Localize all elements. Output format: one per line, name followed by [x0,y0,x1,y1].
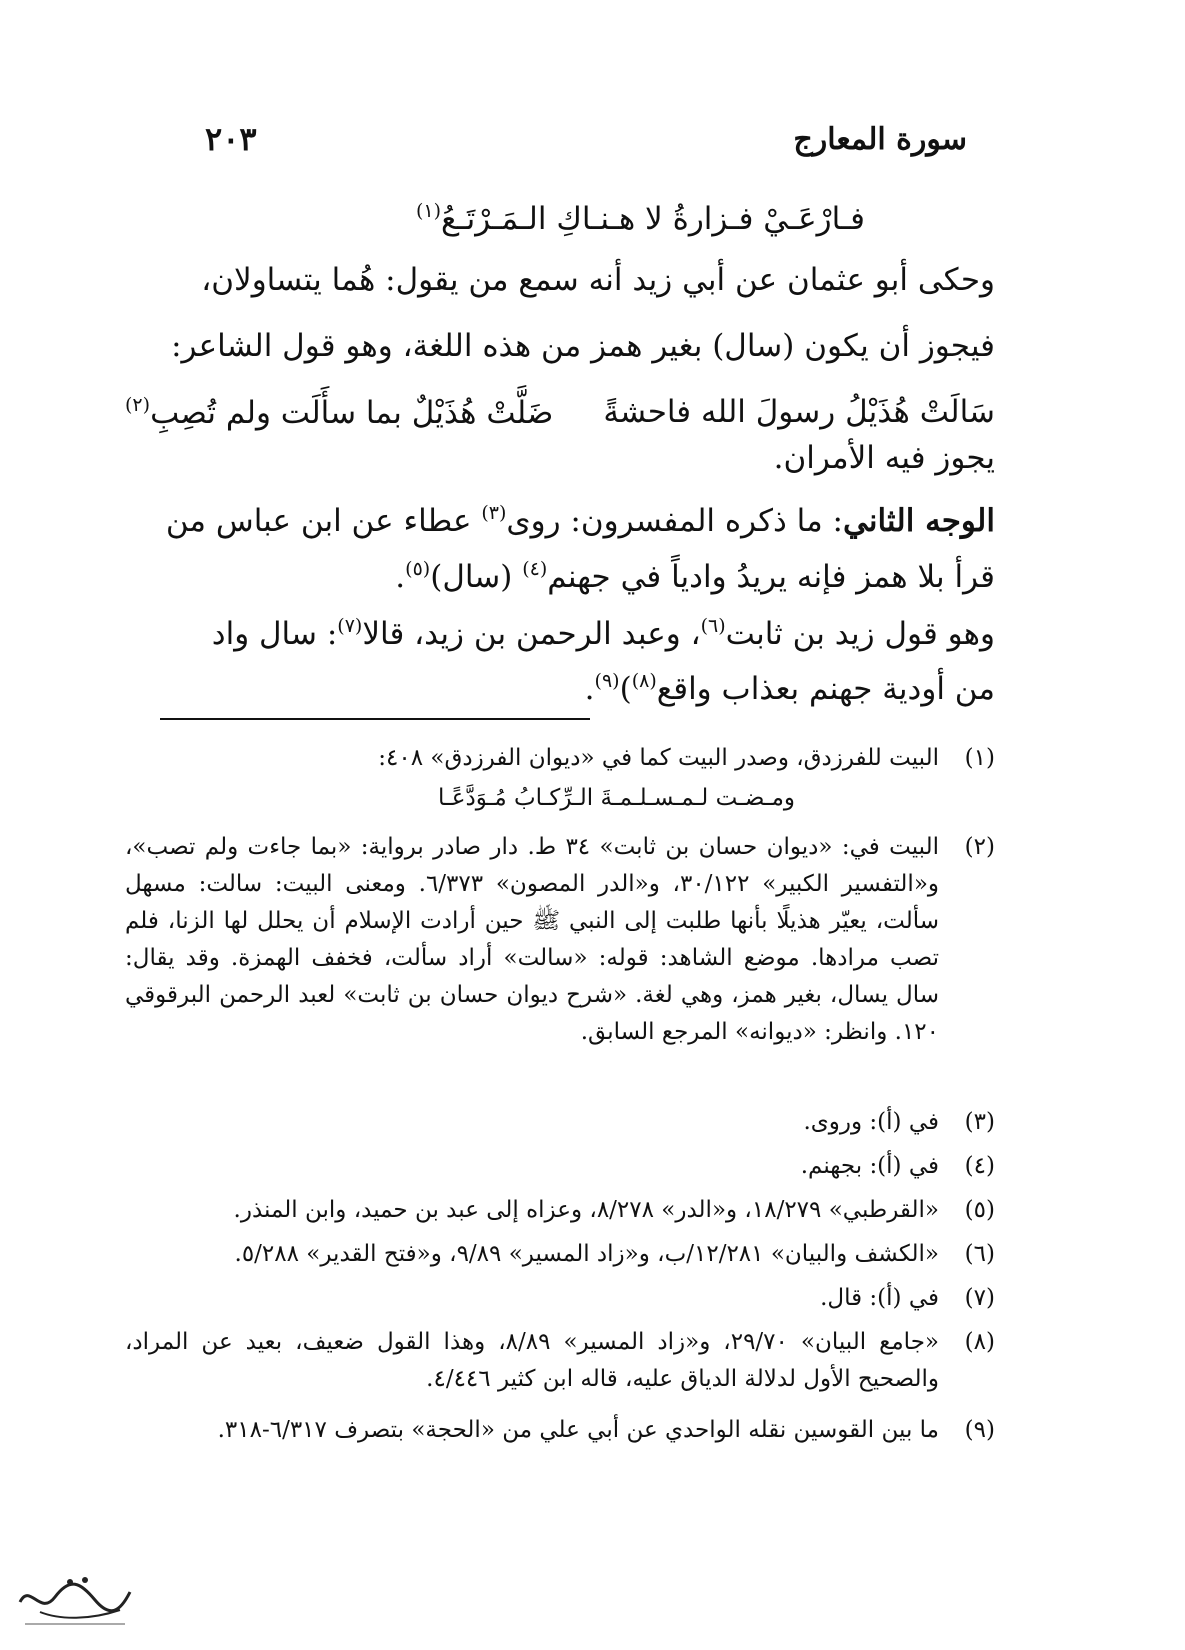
para-text: ) [619,671,632,707]
footnote-ref[interactable]: (٣) [481,502,507,524]
footnote-6 [125,1236,995,1273]
footnote-text: «الكشف والبيان» ١٢/٢٨١/ب، و«زاد المسير» ٩/٨٩، و«فتح القدير» ٥/٢٨٨. [234,1241,939,1267]
footnote-number: (٤) [964,1153,995,1179]
para-text: من أودية جهنم بعذاب واقع [656,671,995,707]
para-text: . [584,671,595,707]
footnote-text: ما بين القوسين نقله الواحدي عن أبي علي من «الحجة» بتصرف ٦/٣١٧-٣١٨. [217,1417,939,1443]
paragraph-3: يجوز فيه الأمران. [773,440,995,476]
para-text: (سال) [430,559,523,595]
footnote-3 [125,1104,995,1141]
verse-line-2 [125,394,995,431]
para-text: قرأ بلا همز فإنه يريدُ وادياً في جهنم [547,559,995,595]
chapter-title: سورة المعارج [793,122,967,157]
footnote-5 [125,1192,995,1229]
footnote-number: (٨) [964,1329,995,1355]
para-text: . [395,559,406,595]
footnote-8 [125,1324,995,1398]
page-number: ٢٠٣ [205,120,257,158]
para-text: وهو قول زيد بن ثابت [725,616,995,652]
para-text: : سال واد [211,616,338,652]
footnote-number: (٩) [964,1417,995,1443]
footnote-4 [125,1148,995,1185]
footnote-ref[interactable]: (١) [415,200,442,222]
footnote-number: (٥) [964,1197,995,1223]
paragraph-5 [125,558,995,595]
footnote-number: (٢) [964,834,995,860]
verse-line-1 [416,200,865,237]
verse-hemistich-first: سَالَتْ هُذَيْلُ رسولَ الله فاحشةً [603,394,995,430]
footnote-ref[interactable]: (٥) [405,558,431,580]
footnote-ref[interactable]: (٢) [125,394,151,416]
footnote-number: (٣) [964,1109,995,1135]
footnote-number: (٦) [964,1241,995,1267]
footnote-2 [125,829,995,1051]
verse-text: فـارْعَـيْ فـزارةُ لا هـنـاكِ الـمَـرْتَـعُ [441,201,865,237]
section-label: الوجه الثاني [843,503,995,539]
para-text: عطاء عن ابن عباس من [165,503,482,539]
footnote-7 [125,1280,995,1317]
para-text: ، وعبد الرحمن بن زيد، قالا [362,616,701,652]
footnote-text: البيت للفرزدق، وصدر البيت كما في «ديوان الفرزدق» ٤٠٨: [378,745,939,771]
footnote-text: «القرطبي» ١٨/٢٧٩، و«الدر» ٨/٢٧٨، وعزاه إلى عبد بن حميد، وابن المنذر. [233,1197,939,1223]
footnote-text: البيت في: «ديوان حسان بن ثابت» ٣٤ ط. دار صادر برواية: «بما جاءت ولم تصب»، و«التفسير الكبير» ٣٠/١٢٢، و«الدر المصون» ٦/٣٧٣. ومعنى البيت: سالت: مسهل سألت، يعيّر هذيلًا بأنها طلبت إلى النبي ﷺ حين أرادت الإسلام أن يحلل لها الزنا، فلم تصب مرادها. موضع الشاهد: قوله: «سالت» أراد سألت، فخفف الهمزة. وقد يقال: سال يسال، بغير همز، وهي لغة. «شرح ديوان حسان بن ثابت» لعبد الرحمن البرقوقي ١٢٠. وانظر: «ديوانه» المرجع السابق. [125,834,939,1045]
footnote-number: (٧) [964,1285,995,1311]
footnote-ref[interactable]: (٤) [522,558,548,580]
footnote-ref[interactable]: (٧) [337,615,363,637]
footnote-number: (١) [964,745,995,771]
footnote-text: في (أ): وروى. [803,1109,939,1135]
publisher-logo-icon [10,1562,140,1632]
footnote-verse: ومـضـت لـمـسـلـمـةَ الـرِّكـابُ مُـوَدَّعًـا [438,785,795,811]
verse-hemistich-second: ضَلَّتْ هُذَيْلٌ بما سأَلَت ولم تُصِبِ$^{(٢)}$ [125,394,554,431]
footnote-1 [125,740,995,777]
paragraph-2: فيجوز أن يكون (سال) بغير همز من هذه اللغة، وهو قول الشاعر: [171,328,995,364]
paragraph-4 [125,502,995,539]
footnote-text: في (أ): بجهنم. [800,1153,939,1179]
footnote-divider [160,718,590,720]
footnote-ref[interactable]: (٨) [631,670,657,692]
footnote-9 [125,1412,995,1449]
footnote-ref[interactable]: (٩) [594,670,620,692]
footnote-ref[interactable]: (٦) [700,615,726,637]
paragraph-1: وحكى أبو عثمان عن أبي زيد أنه سمع من يقول: هُما يتساولان، [201,262,995,298]
paragraph-7 [125,670,995,707]
footnote-text: في (أ): قال. [820,1285,939,1311]
paragraph-6 [125,615,995,652]
footnote-text: «جامع البيان» ٢٩/٧٠، و«زاد المسير» ٨/٨٩، وهذا القول ضعيف، بعيد عن المراد، والصحيح الأول لدلالة الدياق عليه، قاله ابن كثير ٤/٤٤٦. [125,1329,939,1392]
para-text: : ما ذكره المفسرون: روى [506,503,844,539]
